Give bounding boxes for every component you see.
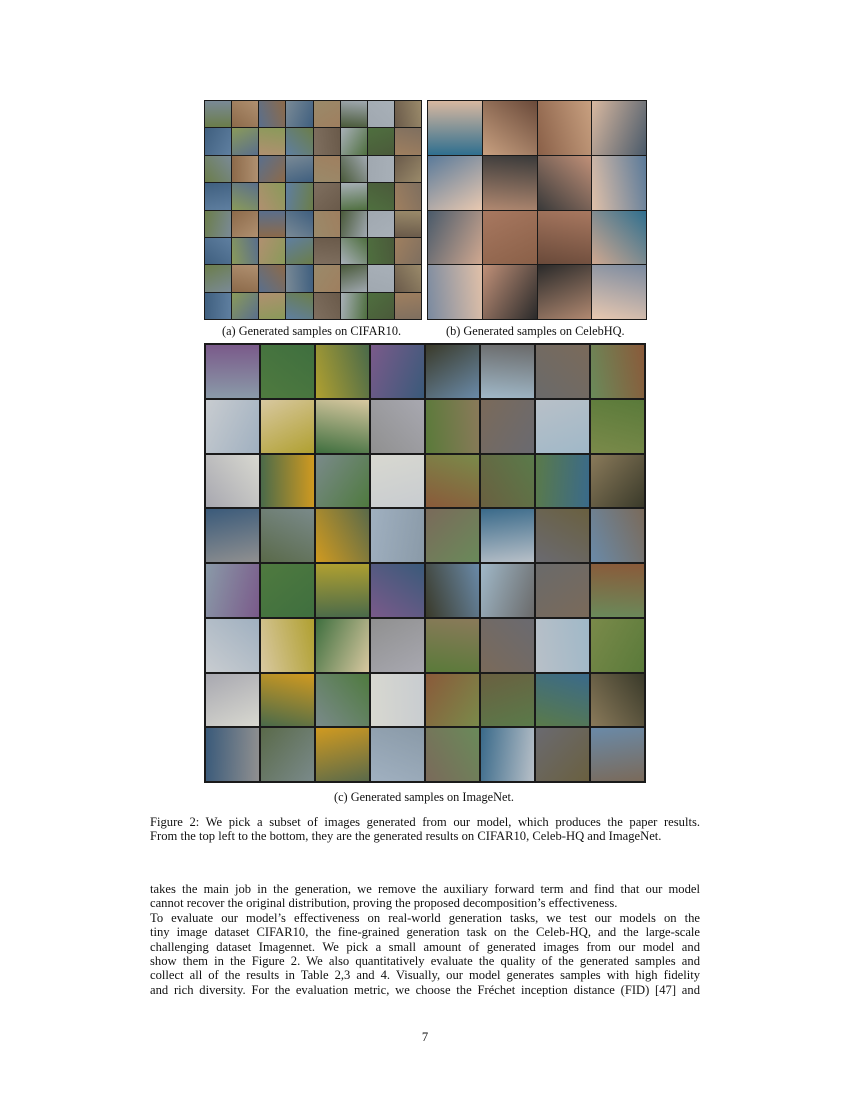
sample-image bbox=[371, 564, 424, 617]
sample-image bbox=[368, 156, 394, 182]
sample-image bbox=[481, 674, 534, 727]
sample-image bbox=[483, 156, 537, 210]
sample-image bbox=[259, 238, 285, 264]
sample-image bbox=[591, 728, 644, 781]
sample-image bbox=[314, 293, 340, 319]
sample-image bbox=[368, 128, 394, 154]
sample-image bbox=[591, 674, 644, 727]
sample-image bbox=[538, 101, 592, 155]
sample-image bbox=[341, 156, 367, 182]
sample-image bbox=[395, 293, 421, 319]
sample-image bbox=[538, 211, 592, 265]
sample-image bbox=[426, 674, 479, 727]
sample-image bbox=[426, 728, 479, 781]
sample-image bbox=[286, 238, 312, 264]
body-line: challenging dataset Imagennet. We pick a small amount of generated images from our model and bbox=[150, 939, 700, 954]
sample-image bbox=[232, 183, 258, 209]
sample-image bbox=[286, 101, 312, 127]
sample-image bbox=[205, 156, 231, 182]
sample-image bbox=[592, 101, 646, 155]
sample-image bbox=[426, 619, 479, 672]
sample-image bbox=[286, 265, 312, 291]
sample-image bbox=[368, 101, 394, 127]
sample-image bbox=[428, 211, 482, 265]
sample-image bbox=[536, 400, 589, 453]
sample-image bbox=[259, 265, 285, 291]
sample-image bbox=[205, 293, 231, 319]
sample-image bbox=[368, 265, 394, 291]
sample-image bbox=[591, 400, 644, 453]
sample-image bbox=[591, 345, 644, 398]
sample-image bbox=[316, 345, 369, 398]
sample-image bbox=[538, 265, 592, 319]
sample-image bbox=[538, 156, 592, 210]
sample-image bbox=[261, 345, 314, 398]
sample-image bbox=[536, 455, 589, 508]
sample-image bbox=[232, 293, 258, 319]
sample-image bbox=[341, 293, 367, 319]
sample-image bbox=[368, 293, 394, 319]
sample-image bbox=[205, 265, 231, 291]
sample-image bbox=[341, 211, 367, 237]
sample-image bbox=[395, 128, 421, 154]
sample-image bbox=[286, 211, 312, 237]
sample-image bbox=[259, 156, 285, 182]
sample-image bbox=[481, 455, 534, 508]
sample-image bbox=[232, 101, 258, 127]
figure-caption-line: From the top left to the bottom, they are the generated results on CIFAR10, Celeb-HQ and ImageNet. bbox=[150, 829, 662, 844]
body-line: cannot recover the original distribution, proving the proposed decomposition’s effectiveness. bbox=[150, 896, 618, 911]
sample-image bbox=[206, 674, 259, 727]
sample-image bbox=[536, 674, 589, 727]
sample-image bbox=[261, 619, 314, 672]
sample-image bbox=[206, 345, 259, 398]
sample-image bbox=[314, 211, 340, 237]
sample-image bbox=[371, 619, 424, 672]
sample-image bbox=[341, 265, 367, 291]
sample-image bbox=[205, 101, 231, 127]
sample-image bbox=[286, 156, 312, 182]
sample-image bbox=[316, 455, 369, 508]
sample-image bbox=[232, 265, 258, 291]
sample-image bbox=[368, 183, 394, 209]
sample-image bbox=[426, 345, 479, 398]
sample-image bbox=[314, 265, 340, 291]
sample-image bbox=[428, 101, 482, 155]
page-number: 7 bbox=[421, 1030, 429, 1044]
sample-image bbox=[314, 128, 340, 154]
sample-image bbox=[261, 674, 314, 727]
sample-image bbox=[481, 728, 534, 781]
sample-image bbox=[591, 455, 644, 508]
sample-image bbox=[426, 455, 479, 508]
sample-image bbox=[481, 564, 534, 617]
sample-image bbox=[592, 265, 646, 319]
sample-image bbox=[428, 265, 482, 319]
sample-image bbox=[286, 293, 312, 319]
body-line: and rich diversity. For the evaluation metric, we choose the Fréchet inception distance (FID) [47] and bbox=[150, 982, 700, 997]
sample-image bbox=[371, 400, 424, 453]
sample-image bbox=[314, 238, 340, 264]
sample-image bbox=[371, 455, 424, 508]
sample-image bbox=[395, 183, 421, 209]
sample-image bbox=[316, 674, 369, 727]
sample-image bbox=[481, 619, 534, 672]
sample-image bbox=[536, 728, 589, 781]
sample-image bbox=[591, 564, 644, 617]
subcaption-celebhq: (b) Generated samples on CelebHQ. bbox=[446, 324, 625, 338]
sample-image bbox=[481, 509, 534, 562]
sample-image bbox=[395, 211, 421, 237]
sample-image bbox=[395, 156, 421, 182]
sample-image bbox=[483, 101, 537, 155]
sample-image bbox=[341, 128, 367, 154]
sample-image bbox=[316, 728, 369, 781]
sample-image bbox=[316, 509, 369, 562]
sample-image bbox=[395, 238, 421, 264]
sample-image bbox=[536, 509, 589, 562]
sample-image bbox=[428, 156, 482, 210]
sample-image bbox=[316, 400, 369, 453]
sample-image bbox=[536, 345, 589, 398]
sample-image bbox=[591, 509, 644, 562]
sample-image bbox=[483, 265, 537, 319]
body-line: show them in the Figure 2. We also quantitatively evaluate the quality of the generated samples and bbox=[150, 954, 700, 969]
figure-caption-line: Figure 2: We pick a subset of images generated from our model, which produces the paper results. bbox=[150, 815, 700, 829]
sample-image bbox=[368, 211, 394, 237]
imagenet-sample-grid bbox=[204, 343, 646, 783]
body-line: To evaluate our model’s effectiveness on real-world generation tasks, we test our models on the bbox=[150, 910, 700, 925]
figure-caption bbox=[150, 815, 700, 844]
sample-image bbox=[395, 101, 421, 127]
body-paragraph bbox=[150, 882, 700, 997]
sample-image bbox=[259, 293, 285, 319]
sample-image bbox=[341, 238, 367, 264]
sample-image bbox=[592, 156, 646, 210]
sample-image bbox=[481, 400, 534, 453]
subcaption-imagenet: (c) Generated samples on ImageNet. bbox=[334, 790, 514, 804]
body-line: tiny image dataset CIFAR10, the fine-grained generation task on the Celeb-HQ, and the large-scale bbox=[150, 925, 700, 940]
sample-image bbox=[261, 509, 314, 562]
sample-image bbox=[206, 400, 259, 453]
sample-image bbox=[341, 101, 367, 127]
sample-image bbox=[314, 101, 340, 127]
sample-image bbox=[206, 619, 259, 672]
sample-image bbox=[286, 128, 312, 154]
subcaption-cifar10: (a) Generated samples on CIFAR10. bbox=[222, 324, 402, 338]
sample-image bbox=[371, 345, 424, 398]
sample-image bbox=[426, 509, 479, 562]
sample-image bbox=[259, 183, 285, 209]
sample-image bbox=[206, 455, 259, 508]
sample-image bbox=[371, 728, 424, 781]
sample-image bbox=[259, 211, 285, 237]
sample-image bbox=[316, 619, 369, 672]
sample-image bbox=[261, 728, 314, 781]
sample-image bbox=[536, 619, 589, 672]
sample-image bbox=[259, 101, 285, 127]
sample-image bbox=[316, 564, 369, 617]
sample-image bbox=[261, 400, 314, 453]
sample-image bbox=[592, 211, 646, 265]
sample-image bbox=[205, 183, 231, 209]
sample-image bbox=[232, 238, 258, 264]
celebhq-sample-grid bbox=[427, 100, 647, 320]
sample-image bbox=[232, 156, 258, 182]
body-line: collect all of the results in Table 2,3 and 4. Visually, our model generates samples with high fidelity bbox=[150, 968, 700, 983]
sample-image bbox=[261, 455, 314, 508]
sample-image bbox=[206, 564, 259, 617]
sample-image bbox=[314, 156, 340, 182]
sample-image bbox=[205, 238, 231, 264]
sample-image bbox=[371, 509, 424, 562]
sample-image bbox=[395, 265, 421, 291]
sample-image bbox=[368, 238, 394, 264]
body-line: takes the main job in the generation, we remove the auxiliary forward term and find that our model bbox=[150, 882, 700, 896]
sample-image bbox=[591, 619, 644, 672]
sample-image bbox=[232, 128, 258, 154]
sample-image bbox=[426, 400, 479, 453]
sample-image bbox=[481, 345, 534, 398]
sample-image bbox=[286, 183, 312, 209]
sample-image bbox=[341, 183, 367, 209]
sample-image bbox=[371, 674, 424, 727]
sample-image bbox=[205, 128, 231, 154]
cifar10-sample-grid bbox=[204, 100, 422, 320]
sample-image bbox=[206, 728, 259, 781]
sample-image bbox=[483, 211, 537, 265]
sample-image bbox=[426, 564, 479, 617]
sample-image bbox=[205, 211, 231, 237]
sample-image bbox=[261, 564, 314, 617]
sample-image bbox=[232, 211, 258, 237]
sample-image bbox=[259, 128, 285, 154]
sample-image bbox=[314, 183, 340, 209]
sample-image bbox=[536, 564, 589, 617]
sample-image bbox=[206, 509, 259, 562]
